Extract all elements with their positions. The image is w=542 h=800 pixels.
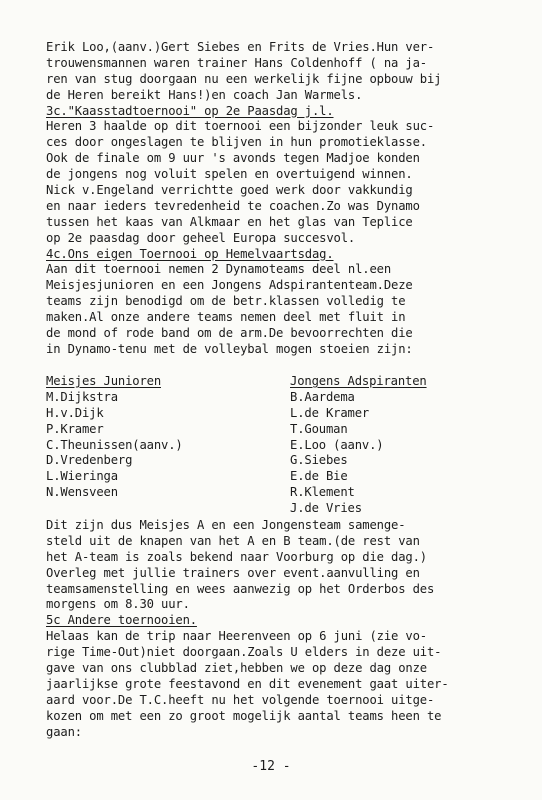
player-name: T.Gouman (290, 421, 348, 436)
player-name: D.Vredenberg (46, 453, 133, 468)
text-line: gaan: (46, 724, 82, 739)
section-3c-heading: 3c."Kaasstadtoernooi" op 2e Paasdag j.l. (46, 103, 334, 118)
player-name: L.de Kramer (290, 405, 370, 420)
text-line: tussen het kaas van Alkmaar en het glas van Teplice (46, 214, 413, 229)
text-line: de Heren bereikt Hans!)en coach Jan Warmels. (46, 87, 363, 102)
player-name: N.Wensveen (46, 485, 118, 500)
team-heading: Meisjes Junioren (46, 374, 161, 388)
text-line: jaarlijkse grote feestavond en dit evenement gaat uiter- (46, 676, 449, 691)
team-heading: Jongens Adspiranten (290, 374, 427, 388)
team-lists (46, 374, 516, 519)
text-line: gave van ons clubblad ziet,hebben we op deze dag onze (46, 661, 427, 676)
text-line: steld uit de knapen van het A en B team.(de rest van (46, 533, 420, 548)
text-line: Dit zijn dus Meisjes A en een Jongensteam samenge- (46, 518, 406, 532)
player-name: P.Kramer (46, 421, 104, 436)
text-line: morgens om 8.30 uur. (46, 597, 190, 612)
text-line: Overleg met jullie trainers over event.aanvulling en (46, 565, 420, 580)
player-name: C.Theunissen(aanv.) (46, 437, 183, 452)
text-line: teamsamenstelling en wees aanwezig op het Orderbos des (46, 581, 435, 596)
text-line: Nick v.Engeland verrichtte goed werk door vakkundig (46, 183, 413, 198)
player-name: L.Wieringa (46, 469, 118, 484)
text-line: ces door ongeslagen te blijven in hun promotieklasse. (46, 135, 427, 150)
text-line: maken.Al onze andere teams nemen deel met fluit in (46, 310, 406, 325)
text-line: op 2e paasdag door geheel Europa succesvol. (46, 230, 356, 245)
intro-paragraph (46, 40, 516, 358)
text-line: Meisjesjunioren en een Jongens Adspirantenteam.Deze (46, 278, 413, 293)
text-line: trouwensmannen waren trainer Hans Coldenhoff ( na ja- (46, 55, 427, 70)
text-line: Erik Loo,(aanv.)Gert Siebes en Frits de Vries.Hun ver- (46, 40, 435, 54)
text-line: en naar ieders tevredenheid te coachen.Zo was Dynamo (46, 198, 420, 213)
text-line: teams zijn benodigd om de betr.klassen volledig te (46, 294, 406, 309)
player-name: H.v.Dijk (46, 405, 104, 420)
text-line: Ook de finale om 9 uur 's avonds tegen Madjoe konden (46, 151, 420, 166)
text-line: de mond of rode band om de arm.De bevoorrechten die (46, 326, 413, 341)
player-name: G.Siebes (290, 453, 348, 468)
text-line: Helaas kan de trip naar Heerenveen op 6 juni (zie vo- (46, 629, 427, 644)
player-name: R.Klement (290, 485, 355, 500)
text-line: aard voor.De T.C.heeft nu het volgende toernooi uitge- (46, 692, 435, 707)
text-line: rige Time-Out)niet doorgaan.Zoals U elders in deze uit- (46, 645, 442, 660)
text-line: het A-team is zoals bekend naar Voorburg op die dag.) (46, 549, 427, 564)
text-line: kozen om met een zo groot mogelijk aantal teams heen te (46, 708, 442, 723)
team-list-jongens (290, 374, 427, 517)
text-line: de jongens nog voluit spelen en overtuigend winnen. (46, 167, 413, 182)
player-name: E.de Bie (290, 469, 348, 484)
team-list-meisjes (46, 374, 183, 501)
player-name: B.Aardema (290, 389, 355, 404)
text-line: Aan dit toernooi nemen 2 Dynamoteams deel nl.een (46, 262, 391, 277)
player-name: M.Dijkstra (46, 389, 118, 404)
page-number: -12 - (251, 759, 291, 774)
player-name: E.Loo (aanv.) (290, 437, 384, 452)
after-teams-paragraph (46, 518, 516, 740)
text-line: ren van stug doorgaan nu een werkelijk fijne opbouw bij (46, 71, 442, 86)
text-line: Heren 3 haalde op dit toernooi een bijzonder leuk suc- (46, 119, 435, 134)
player-name: J.de Vries (290, 501, 362, 516)
section-4c-heading: 4c.Ons eigen Toernooi op Hemelvaartsdag. (46, 246, 334, 261)
section-5c-heading: 5c Andere toernooien. (46, 613, 197, 628)
text-line: in Dynamo-tenu met de volleybal mogen stoeien zijn: (46, 341, 413, 356)
